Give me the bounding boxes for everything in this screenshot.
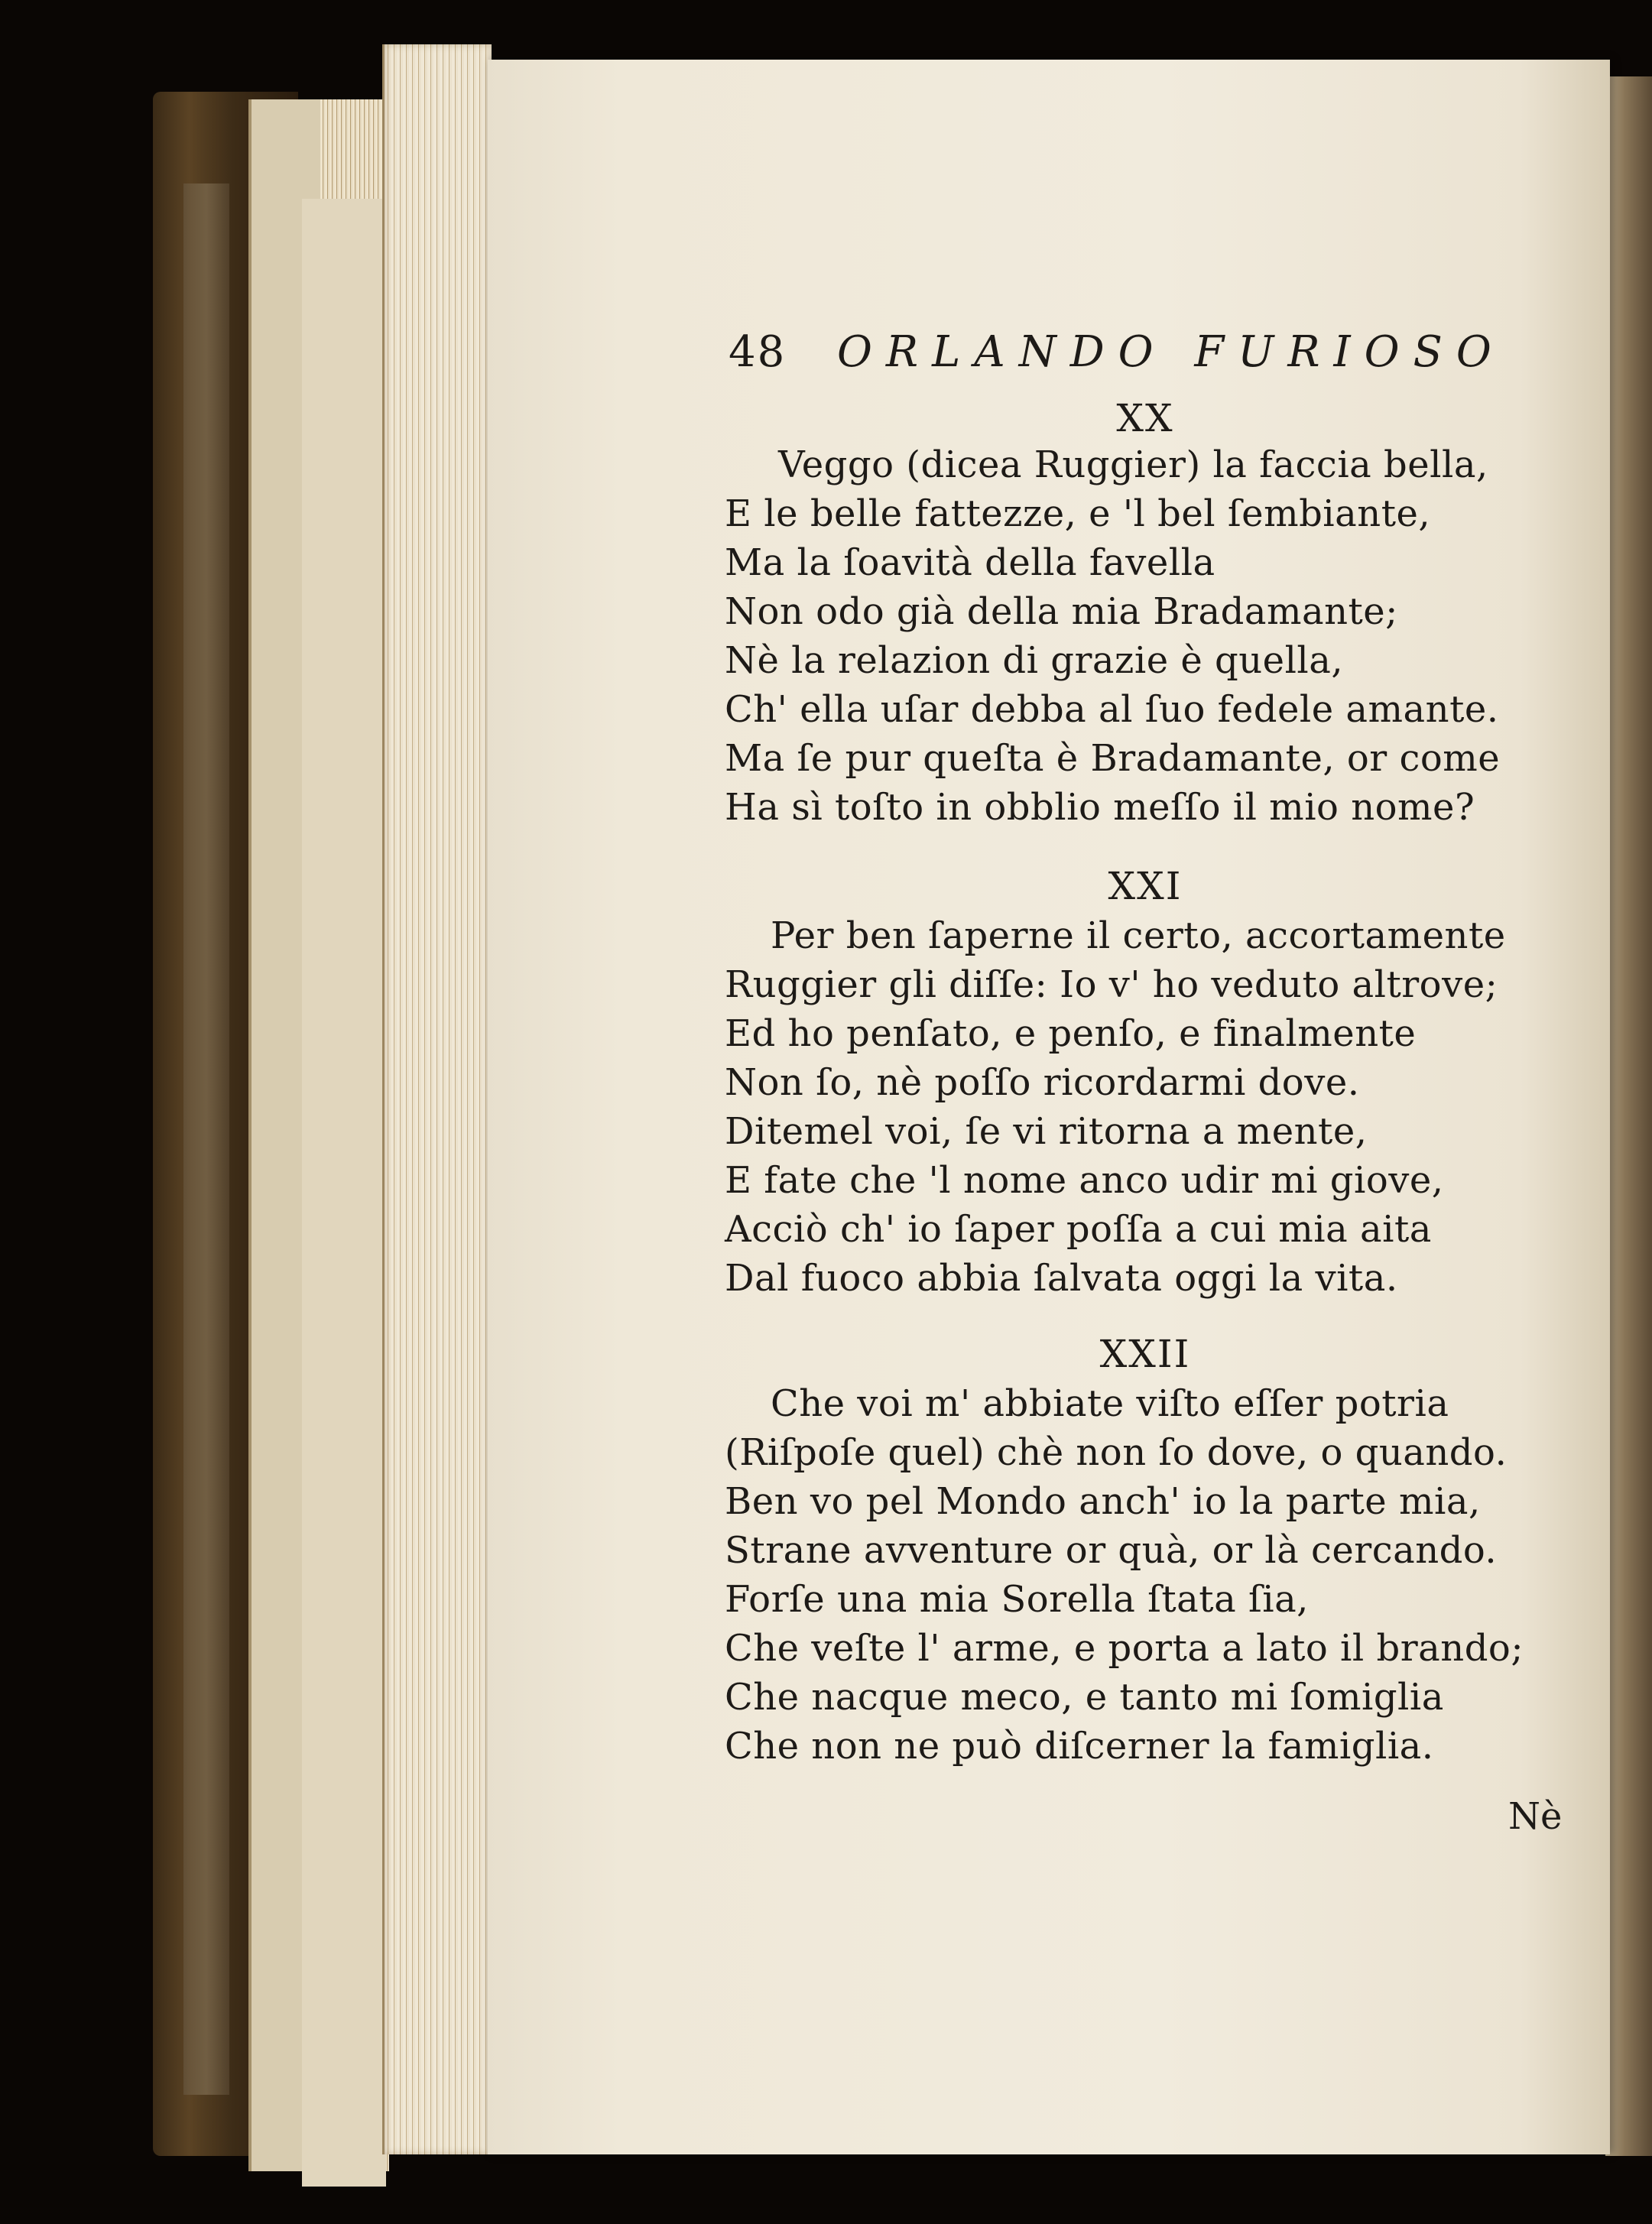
verse-line: Ch' ella uſar debba al ſuo fedele amante. xyxy=(725,688,1499,731)
verse-line: Non odo già della mia Bradamante; xyxy=(725,590,1398,633)
verse-line: Dal fuoco abbia ſalvata oggi la vita. xyxy=(725,1257,1398,1300)
verse-line: Strane avventure or quà, or là cercando. xyxy=(725,1529,1498,1572)
running-title: ORLANDO FURIOSO xyxy=(837,327,1505,377)
verse-line: Non ſo, nè poſſo ricordarmi dove. xyxy=(725,1061,1360,1104)
verse-line: Ma ſe pur queſta è Bradamante, or come xyxy=(725,737,1501,780)
verse-line: Nè la relazion di grazie è quella, xyxy=(725,639,1344,682)
stanza-number: XX xyxy=(1116,396,1174,440)
verse-line: Ben vo pel Mondo anch' io la parte mia, xyxy=(725,1480,1481,1523)
verse-line: E le belle fattezze, e 'l bel ſembiante, xyxy=(725,492,1431,535)
verse-line: Che veſte l' arme, e porta a lato il brando; xyxy=(725,1627,1524,1670)
page-header xyxy=(729,327,1569,404)
stanza-number: XXI xyxy=(1108,864,1183,908)
verse-line: Che non ne può diſcerner la famiglia. xyxy=(725,1725,1434,1768)
stanza-number: XXII xyxy=(1099,1332,1191,1376)
verse-line: Ditemel voi, ſe vi ritorna a mente, xyxy=(725,1110,1368,1153)
verse-line: Ruggier gli diſſe: Io v' ho veduto altrove; xyxy=(725,963,1498,1006)
verse-line: Che nacque meco, e tanto mi ſomiglia xyxy=(725,1676,1444,1719)
page-text xyxy=(488,60,1610,2154)
verse-line: Ed ho penſato, e penſo, e finalmente xyxy=(725,1012,1417,1055)
verse-line: Acciò ch' io ſaper poſſa a cui mia aita xyxy=(725,1208,1432,1251)
verse-line: Veggo (dicea Ruggier) la faccia bella, xyxy=(778,443,1488,486)
gutter xyxy=(1605,76,1652,2156)
book-page xyxy=(488,60,1610,2154)
verse-line: (Riſpoſe quel) chè non ſo dove, o quando. xyxy=(725,1431,1508,1474)
endpaper xyxy=(302,199,386,2187)
verse-line: E fate che 'l nome anco udir mi giove, xyxy=(725,1159,1444,1202)
verse-line: Ha sì toſto in obblio meſſo il mio nome? xyxy=(725,786,1475,829)
verse-line: Per ben ſaperne il certo, accortamente xyxy=(771,914,1506,957)
catchword: Nè xyxy=(1508,1795,1563,1838)
cover-wear xyxy=(183,183,229,2095)
verse-line: Ma la ſoavità della favella xyxy=(725,541,1215,584)
verse-line: Forſe una mia Sorella ſtata ſia, xyxy=(725,1578,1309,1621)
verse-line: Che voi m' abbiate viſto eſſer potria xyxy=(771,1382,1449,1425)
page-stack xyxy=(382,44,492,2154)
page-number: 48 xyxy=(729,327,787,377)
